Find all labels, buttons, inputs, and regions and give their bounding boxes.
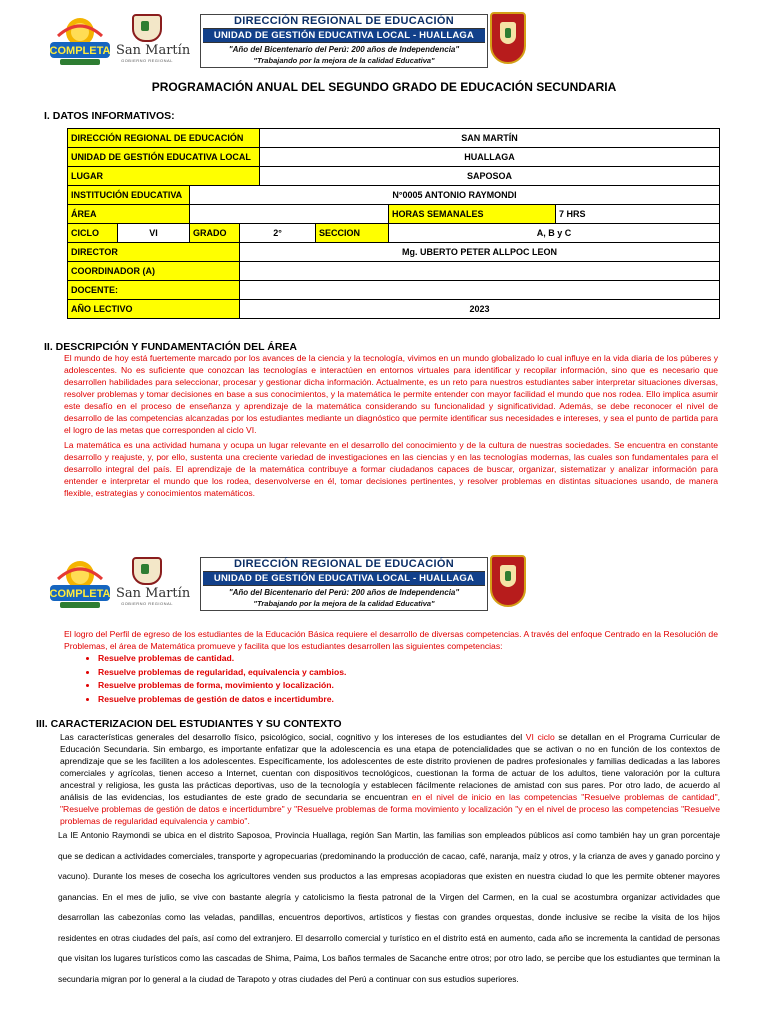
caracterizacion-paragraph-1: Las características generales del desarrollo físico, psicológico, social, cognitivo y los intereses de los estudiantes del VI ciclo se detallan en el Programa Curricular de Educación Secundaria. Sin embargo, es importante enfatizar que la adolescencia es una etapa de potencialidades que se activan o no en función de los contextos de aprendizaje que se les faciliten a los adolescentes. Específicamente, los adolescentes de este distrito provienen de padres profesionales y familias dedicadas a las labores comerciales y agrícolas, tienen acceso a Internet, cuentan con dispositivos tecnológicos, cuestionan la forma de actuar de los adultos, tiene valoración por la cultura ancestral y religiosa, les gusta las prácticas deportivas, uso de la tecnología y establecen fácilmente relaciones de amistad con sus pares. Por otro lado, de acuerdo al análisis de las evidencias, los estudiantes de este grado de secundaria se encuentran en el nivel de inicio en las competencias "Resuelve problemas de cantidad", "Resuelve problemas de gestión de datos e incertidumbre" y "Resuelve problemas de forma movimiento y localización "y en el nivel de proceso las competencias "Resuelve problemas de regularidad equivalencia y cambio". [60,732,721,826]
nivel-competencias-text: en el nivel de inicio en las competencias "Resuelve problemas de cantidad", "Resuelve problemas de gestión de datos e incertidumbre" y "Resuelve problemas de forma movimiento y localización "y en el nivel de proceso las competencias "Resuelve problemas de regularidad equivalencia y cambio". [60,792,721,826]
docente-value [240,281,720,300]
table-row [68,243,720,262]
horas-value: 7 HRS [556,205,720,224]
table-row [68,167,720,186]
header-line-year: "Año del Bicentenario del Perú: 200 años de Independencia" [228,45,460,54]
header-line-dre: DIRECCIÓN REGIONAL DE EDUCACIÓN [234,558,454,570]
grado-label: GRADO [190,224,240,243]
horas-label: HORAS SEMANALES [389,205,556,224]
svg-text:COMPLETA: COMPLETA [49,588,111,600]
section-heading-descripcion: II. DESCRIPCIÓN Y FUNDAMENTACIÓN DEL ÁREA [44,341,297,353]
svg-text:COMPLETA: COMPLETA [49,45,111,57]
competencias-intro-paragraph: El logro del Perfil de egreso de los estudiantes de la Educación Básica requiere el desarrollo de diversas competencias. A través del enfoque Centrado en la Resolución de Problemas, el área de Matemática promueve y facilita que los estudiantes desarrollen las siguientes competencias: [64,629,718,651]
ugel-shield-icon [490,12,526,64]
header-line-year: "Año del Bicentenario del Perú: 200 años de Independencia" [228,588,460,597]
table-row [68,129,720,148]
ciclo-label: CICLO [68,224,118,243]
table-row [68,148,720,167]
competencias-list [82,652,346,706]
ugel-header-banner [200,557,488,611]
seccion-value: A, B y C [389,224,720,243]
table-row [68,262,720,281]
san-martin-logo: San Martín GOBIERNO REGIONAL [116,14,178,68]
grado-value: 2° [240,224,316,243]
list-item: • Resuelve problemas de gestión de datos e incertidumbre. [98,693,346,707]
lugar-value: SAPOSOA [260,167,720,186]
coordinador-label: COORDINADOR (A) [68,262,240,281]
datos-informativos-table [67,128,720,319]
list-item: • Resuelve problemas de cantidad. [98,652,346,666]
docente-label: DOCENTE: [68,281,240,300]
dre-value: SAN MARTÍN [260,129,720,148]
header-line-ugel: UNIDAD DE GESTIÓN EDUCATIVA LOCAL - HUALLAGA [203,28,485,43]
header-line-motto: "Trabajando por la mejora de la calidad Educativa" [253,599,435,608]
seccion-label: SECCION [316,224,389,243]
list-item: • Resuelve problemas de regularidad, equivalencia y cambios. [98,666,346,680]
ciclo-highlight: VI ciclo [525,732,555,742]
table-row [68,224,720,243]
table-row [68,186,720,205]
ugel-label: UNIDAD DE GESTIÓN EDUCATIVA LOCAL [68,148,260,167]
jornada-escolar-completa-logo [48,555,112,611]
coordinador-value [240,262,720,281]
ugel-shield-icon [490,555,526,607]
page-header [48,10,718,70]
section-heading-datos: I. DATOS INFORMATIVOS: [44,110,175,122]
page-header-repeat [48,553,718,613]
descripcion-paragraph-2: La matemática es una actividad humana y ocupa un lugar relevante en el desarrollo del conocimiento y de la cultura de nuestras sociedades. Se encuentra en constante desarrollo y reajuste, y, por ello, sustenta una creciente variedad de investigaciones en las ciencias y en las tecnologías modernas, las cuales son fundamentales para el desarrollo integral del país. El aprendizaje de la matemática contribuye a formar ciudadanos capaces de buscar, organizar, sistematizar y analizar información para entender e interpretar el mundo que los rodea, desenvolverse en él, tomar decisiones pertinentes, y resolver problemas en distintas situaciones usando, de manera flexible, estrategias y conocimientos matemáticos. [64,440,718,498]
table-row [68,205,720,224]
descripcion-paragraph-1: El mundo de hoy está fuertemente marcado por los avances de la ciencia y la tecnología, vivimos en un mundo globalizado lo cual influye en la vida diaria de los púberes y adolescentes. No es suficiente que conozcan las tecnologías e interactúen en entornos virtuales para identificar y recopilar información, sino que es necesario que desarrollen habilidades para seleccionar, procesar y gestionar dicha información. Actualmente, es un reto para nuestros estudiantes saber interpretar situaciones diversas, resolver problemas y tomar decisiones en base a sus conocimientos, y la matemática le permite entender con mayor facilidad el mundo que nos rodea. Ello implica asumir este desafío en el proceso de enseñanza y aprendizaje de la matemática considerando su funcionalidad y significatividad. Además, se debe reconocer el nivel de desarrollo de las competencias alcanzadas por los estudiantes mediante un diagnóstico que permite identificar sus necesidades e intereses, y sea el punto de partida para el logro de las metas que corresponden al ciclo VI. [64,353,718,435]
area-value [190,205,389,224]
header-line-motto: "Trabajando por la mejora de la calidad Educativa" [253,56,435,65]
header-line-dre: DIRECCIÓN REGIONAL DE EDUCACIÓN [234,15,454,27]
ie-value: N°0005 ANTONIO RAYMONDI [190,186,720,205]
section-heading-caracterizacion: III. CARACTERIZACION DEL ESTUDIANTES Y SU CONTEXTO [36,718,342,730]
document-title: PROGRAMACIÓN ANUAL DEL SEGUNDO GRADO DE EDUCACIÓN SECUNDARIA [151,80,617,94]
table-row [68,300,720,319]
table-row [68,281,720,300]
area-label: ÁREA [68,205,190,224]
lugar-label: LUGAR [68,167,260,186]
list-item: • Resuelve problemas de forma, movimiento y localización. [98,679,346,693]
ugel-value: HUALLAGA [260,148,720,167]
anio-value: 2023 [240,300,720,319]
caracterizacion-paragraph-2: La IE Antonio Raymondi se ubica en el distrito Saposoa, Provincia Huallaga, región San Martin, las familias son empleados públicos así como también hay un gran porcentaje que se dedican a actividades comerciales, transporte y agropecuarias (predominando la producción de cacao, café, naranja, maíz y otros, y la crianza de aves y ganado porcino y vacuno). Durante los meses de cosecha los agricultores venden sus productos a las empresas acopiadoras que existen en nuestra ciudad lo que les permite obtener mayores ganancias. En el mes de julio, se vive con bastante alegría y catolicismo la fiesta patronal de la Virgen del Carmen, en la cual se acostumbra organizar actividades que desarrollan las cabezonías como las veladas, pandillas, encuentros deportivos, artísticos y fiestas con grandes orquestas, donde inclusive se recibe la visita de los hijos residentes en otras ciudades del país, así como del extranjero. El desarrollo comercial y turístico en el distrito está en aumento, cada año se incrementa la cantidad de personas que visitan los lugares turísticos como las cascadas de Shima, Paima, Los baños termales de Sacanche entre otros; por otro lado, se percibe que los estudiantes que terminan la secundaria migran por lo general a la ciudad de Tarapoto y otras ciudades del Perú a continuar con sus estudios superiores. [58,830,720,984]
anio-label: AÑO LECTIVO [68,300,240,319]
ciclo-value: VI [118,224,190,243]
ugel-header-banner [200,14,488,68]
jornada-escolar-completa-logo [48,12,112,68]
director-value: Mg. UBERTO PETER ALLPOC LEON [240,243,720,262]
ie-label: INSTITUCIÓN EDUCATIVA [68,186,190,205]
header-line-ugel: UNIDAD DE GESTIÓN EDUCATIVA LOCAL - HUALLAGA [203,571,485,586]
director-label: DIRECTOR [68,243,240,262]
dre-label: DIRECCIÓN REGIONAL DE EDUCACIÓN [68,129,260,148]
san-martin-logo: San Martín GOBIERNO REGIONAL [116,557,178,611]
san-martin-emblem-icon [132,557,162,585]
san-martin-emblem-icon [132,14,162,42]
